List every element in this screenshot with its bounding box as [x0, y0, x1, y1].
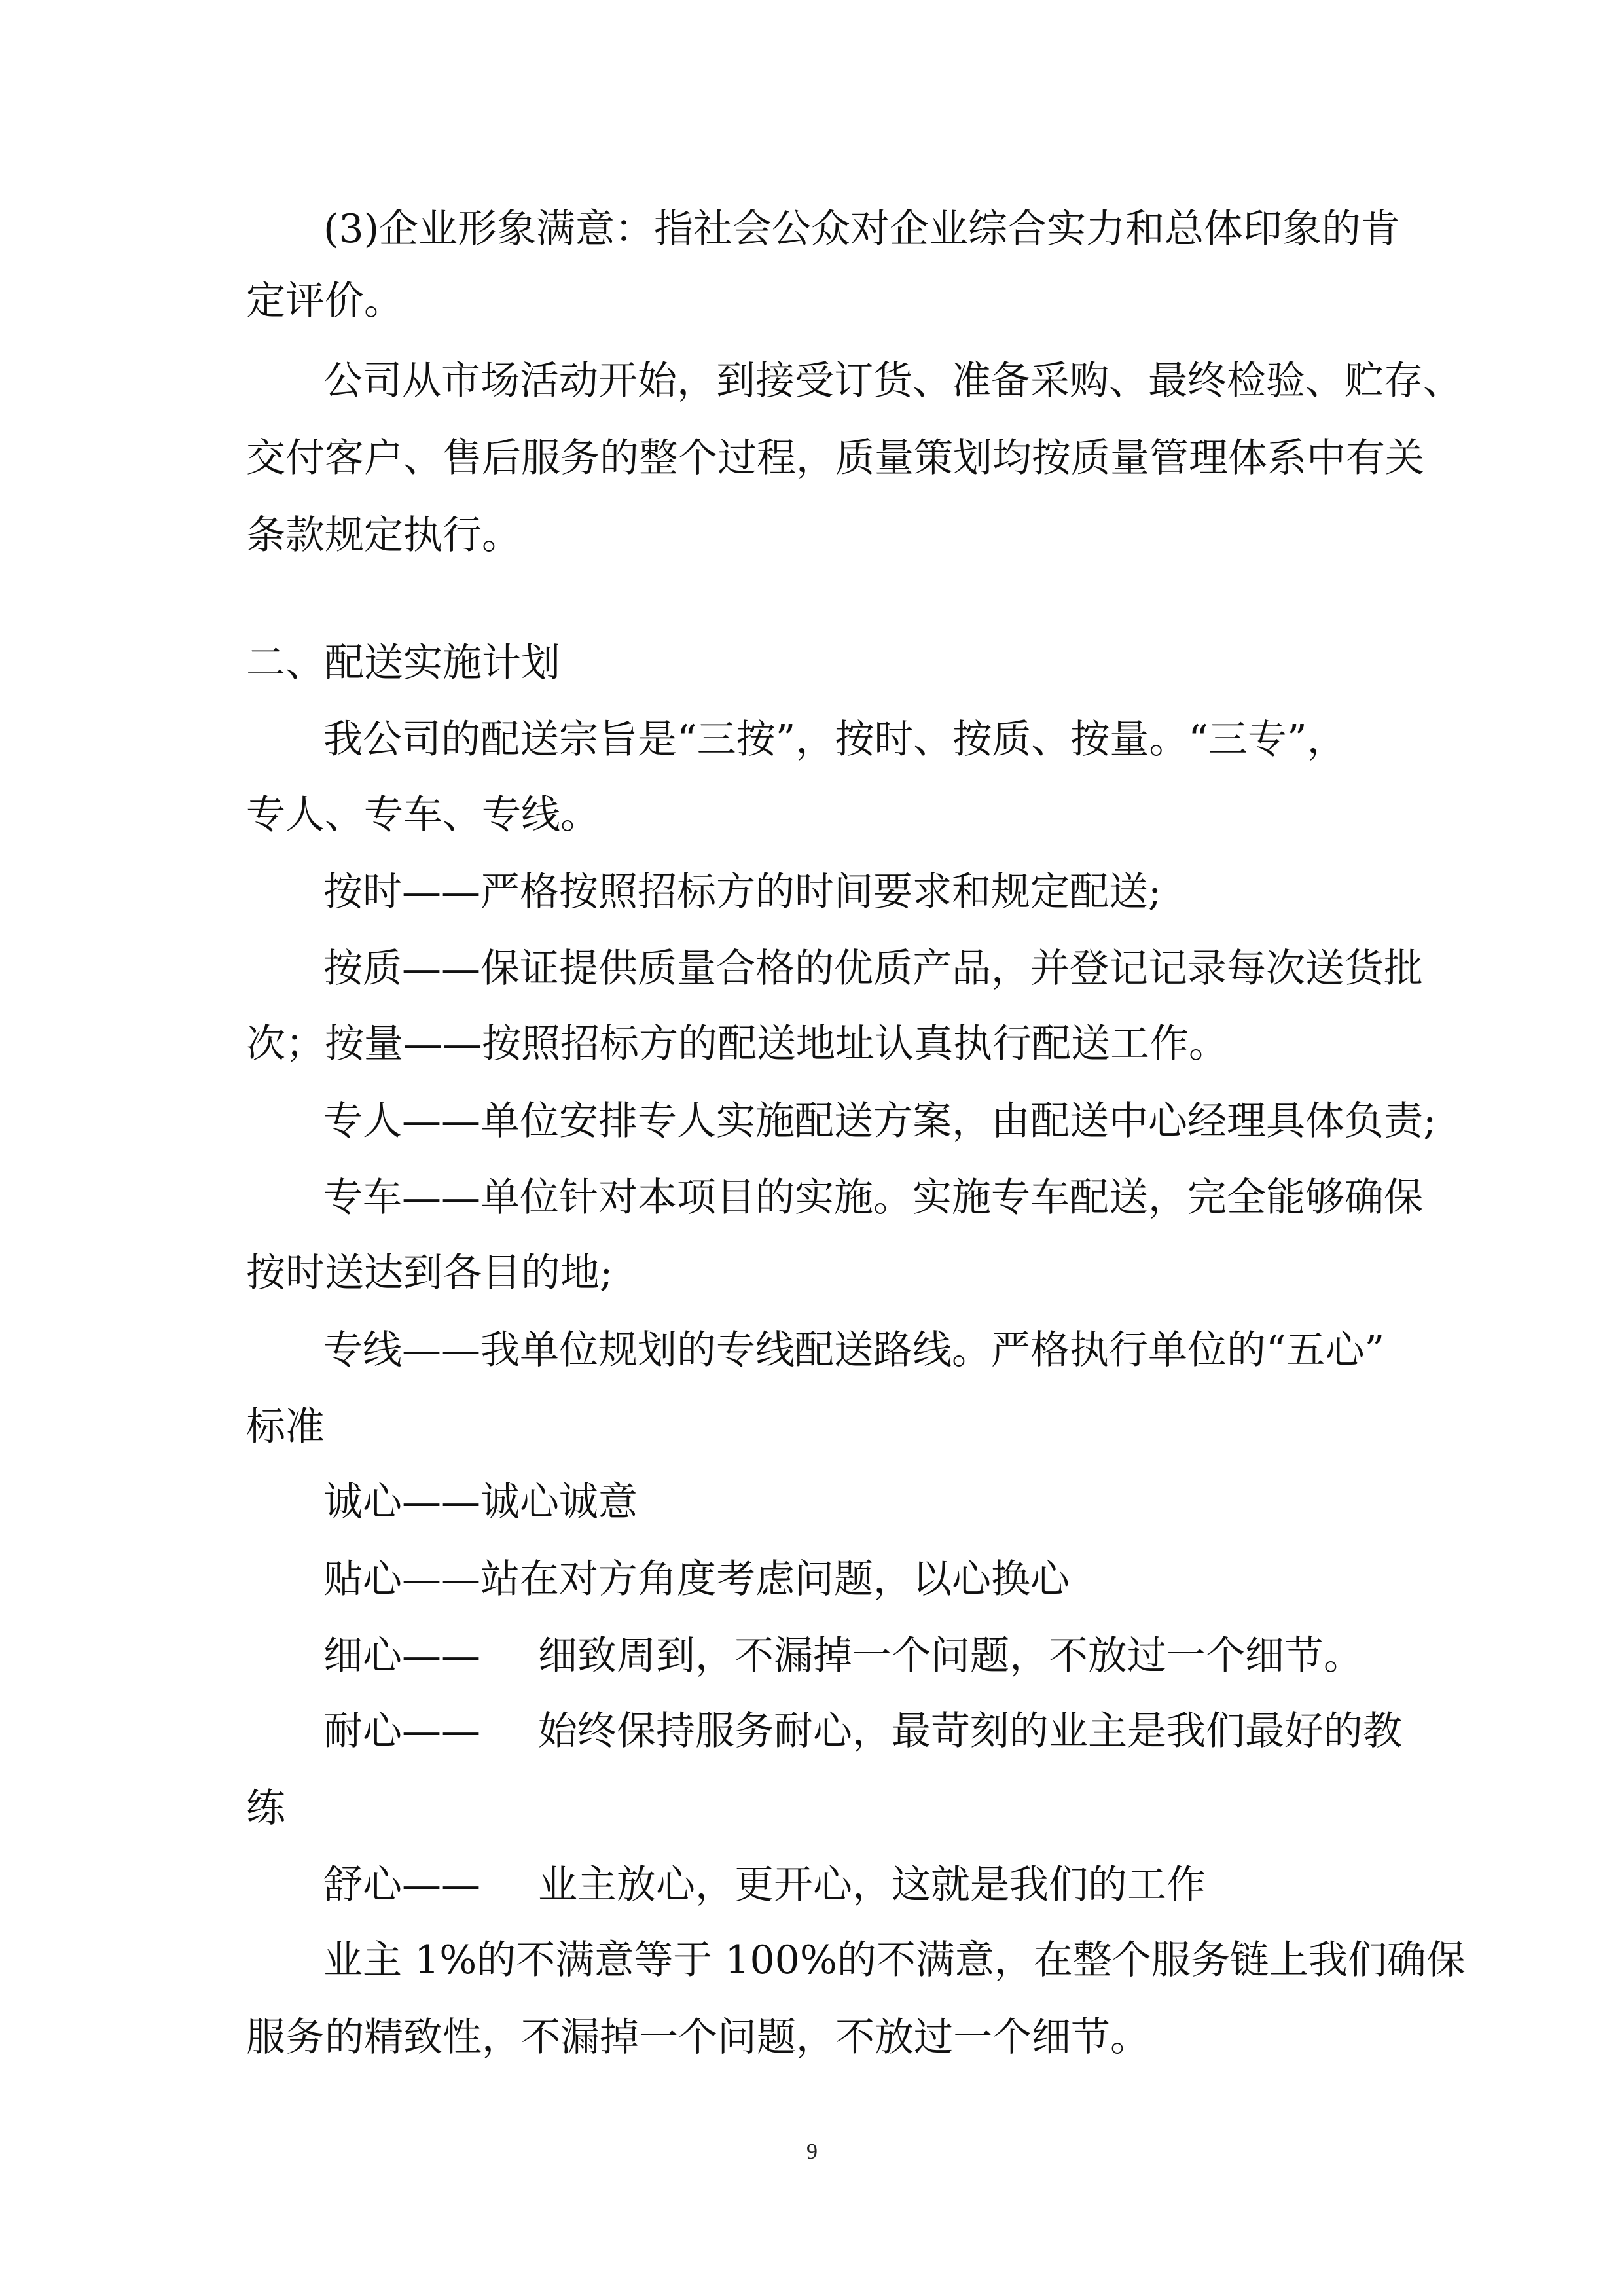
paragraph-line	[323, 1859, 1206, 1911]
section-heading: 二、配送实施计划	[246, 640, 560, 686]
paragraph-line: 专车——单位针对本项目的实施。实施专车配送，完全能够确保	[323, 1175, 1423, 1221]
paragraph-line: 我公司的配送宗旨是“三按”，按时、按质、按量。“三专”，	[323, 717, 1346, 762]
paragraph-line: 按时送达到各目的地;	[246, 1250, 613, 1296]
paragraph-line: 服务的精致性，不漏掉一个问题，不放过一个细节。	[246, 2015, 1149, 2060]
paragraph-line	[323, 1630, 1363, 1682]
paragraph-line: 专人——单位安排专人实施配送方案，由配送中心经理具体负责;	[323, 1098, 1437, 1144]
paragraph-line: 按时——严格按照招标方的时间要求和规定配送;	[323, 869, 1162, 915]
paragraph-line: 公司从市场活动开始，到接受订货、准备采购、最终检验、贮存、	[323, 358, 1462, 404]
term-label: 细心——	[323, 1633, 480, 1679]
paragraph-line: 专线——我单位规划的专线配送路线。严格执行单位的“五心”	[323, 1327, 1385, 1373]
paragraph-line: 标准	[246, 1404, 325, 1450]
paragraph-line: 按质——保证提供质量合格的优质产品，并登记记录每次送货批	[323, 946, 1423, 992]
page-number: 9	[806, 2140, 818, 2164]
paragraph-line: 诚心——诚心诚意	[323, 1479, 638, 1525]
paragraph-line: 贴心——站在对方角度考虑问题，以心换心	[323, 1556, 1070, 1602]
paragraph-line: (3)企业形象满意：指社会公众对企业综合实力和总体印象的肯	[323, 206, 1400, 252]
paragraph-line: 练	[246, 1785, 285, 1831]
paragraph-line: 次；按量——按照招标方的配送地址认真执行配送工作。	[246, 1021, 1228, 1067]
paragraph-line: 业主 1%的不满意等于 100%的不满意，在整个服务链上我们确保	[323, 1937, 1466, 1983]
paragraph-line: 交付客户、售后服务的整个过程，质量策划均按质量管理体系中有关	[246, 435, 1424, 481]
paragraph-line: 专人、专车、专线。	[246, 792, 600, 838]
paragraph-line	[323, 1705, 1402, 1757]
paragraph-line: 条款规定执行。	[246, 512, 521, 558]
term-text: 细致周到，不漏掉一个问题，不放过一个细节。	[538, 1633, 1363, 1679]
term-text: 始终保持服务耐心，最苛刻的业主是我们最好的教	[538, 1708, 1402, 1754]
paragraph-line: 定评价。	[246, 278, 403, 324]
term-label: 舒心——	[323, 1862, 480, 1908]
term-label: 耐心——	[323, 1708, 480, 1754]
term-text: 业主放心，更开心，这就是我们的工作	[538, 1862, 1206, 1908]
